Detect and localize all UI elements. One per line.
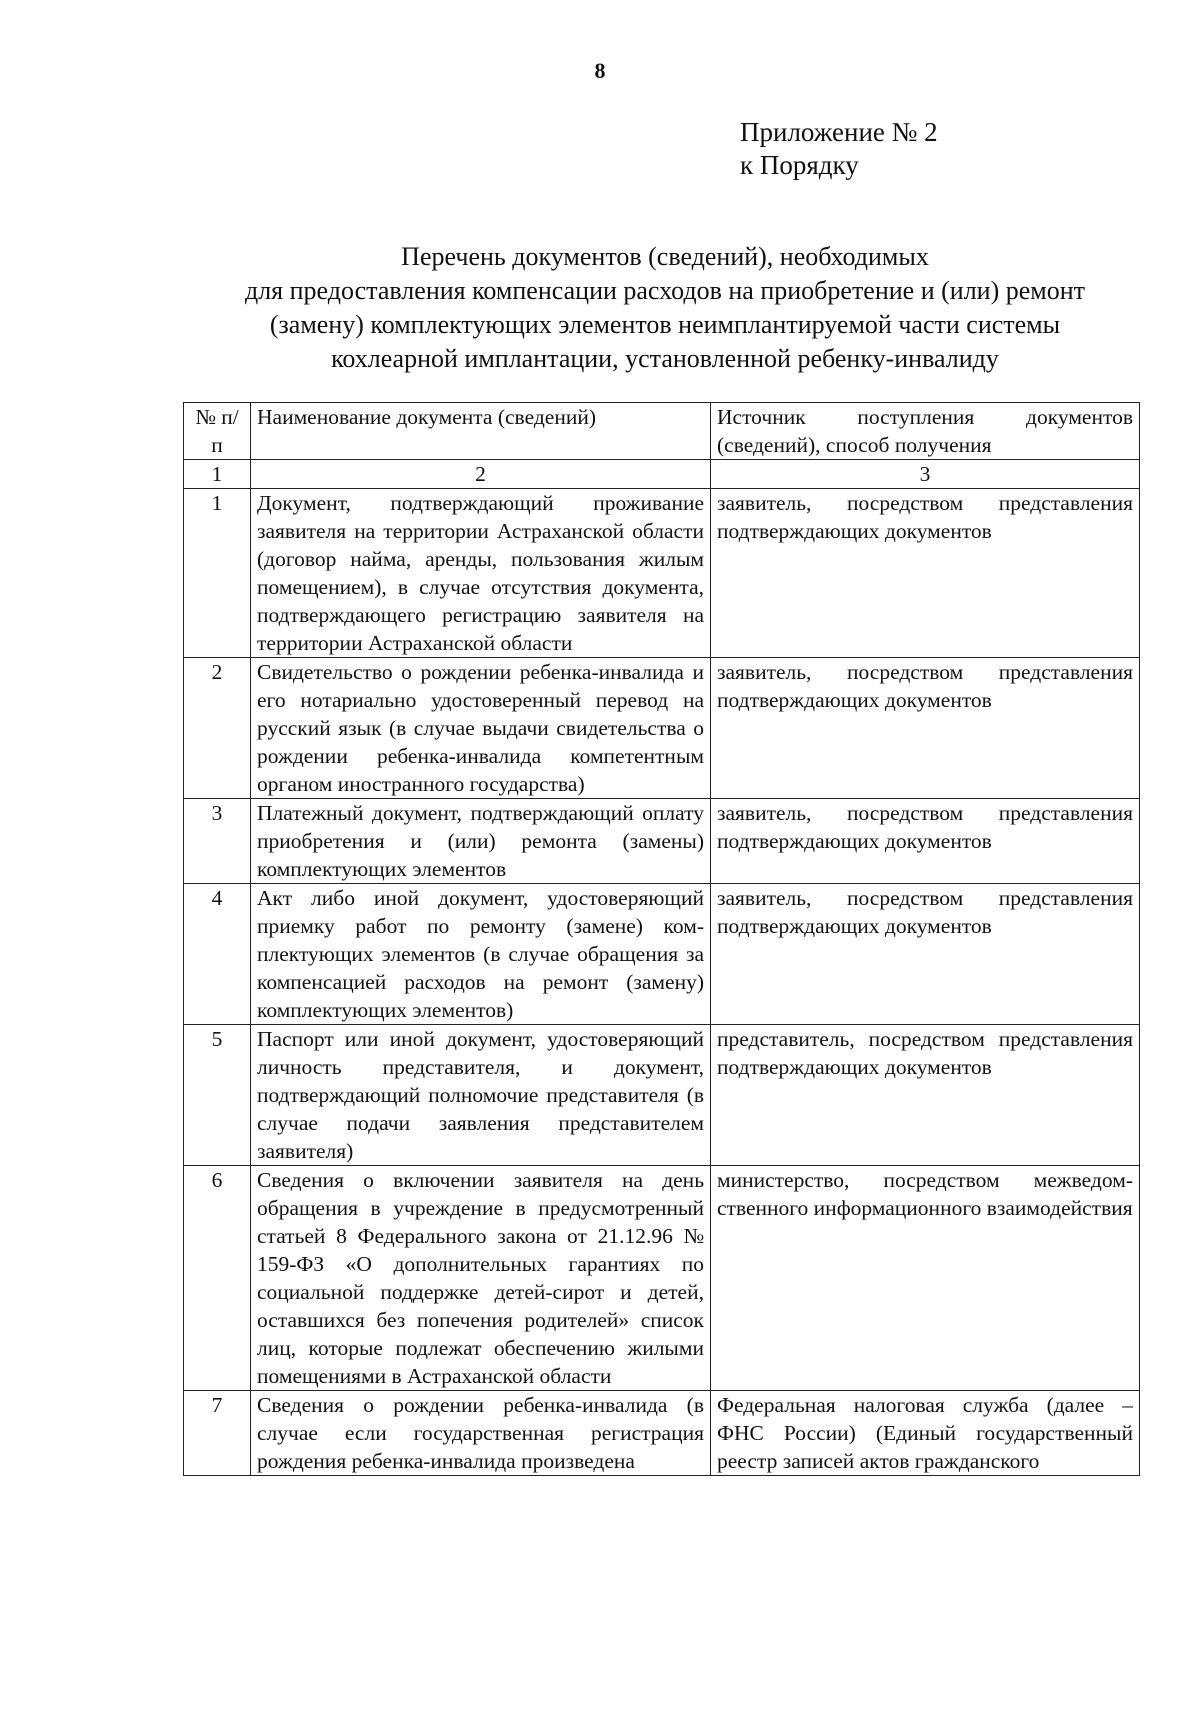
row-source: представитель, посредством представления подтверждающих документов xyxy=(711,1025,1140,1166)
appendix-line-1: Приложение № 2 xyxy=(740,117,938,147)
row-document-name: Паспорт или иной документ, удостоверяющий личность представителя, и документ, подтверждающий полномочие представителя (в случае подачи заявления представителем заявителя) xyxy=(251,1025,711,1166)
row-number: 2 xyxy=(184,658,251,799)
table-row xyxy=(184,1391,1140,1476)
table-row xyxy=(184,799,1140,884)
row-document-name: Свидетельство о рождении ребенка-инвалида и его нотариально удостоверенный перевод на русский язык (в случае выдачи свидетельства о рождении ребенка-инвалида компетентным органом иностранного государства) xyxy=(251,658,711,799)
table-row xyxy=(184,1025,1140,1166)
documents-table xyxy=(183,402,1140,1476)
table-row xyxy=(184,658,1140,799)
table-row xyxy=(184,1166,1140,1391)
header-name: Наименование документа (сведений) xyxy=(251,403,711,460)
row-document-name: Сведения о включении заявителя на день обращения в учреждение в предусмотренный статьей 8 Федерального закона от 21.12.96 № 159-ФЗ «О дополнительных гарантиях по социальной поддержке детей-сирот и детей, оставшихся без попечения родителей» список лиц, которые подлежат обеспечению жилыми помещениями в Астраханской области xyxy=(251,1166,711,1391)
appendix-reference xyxy=(740,116,938,182)
column-index-row xyxy=(184,460,1140,489)
column-index-1: 1 xyxy=(184,460,251,489)
title-line-4: кохлеарной имплантации, установленной ребенку-инвалиду xyxy=(331,344,999,373)
title-line-1: Перечень документов (сведений), необходимых xyxy=(401,242,929,271)
table-row xyxy=(184,884,1140,1025)
row-document-name: Акт либо иной документ, удостоверяющий приемку работ по ремонту (замене) комплектующих элементов (в случае обращения за компенсацией расходов на ремонт (замену) комплектующих элементов) xyxy=(251,884,711,1025)
page-number: 8 xyxy=(594,58,606,83)
row-source: заявитель, посредством представления подтверждающих документов xyxy=(711,489,1140,658)
row-source: заявитель, посредством представления подтверждающих документов xyxy=(711,884,1140,1025)
row-document-name: Платежный документ, подтверждающий оплату приобретения и (или) ремонта (замены) комплектующих элементов xyxy=(251,799,711,884)
column-index-3: 3 xyxy=(711,460,1140,489)
row-number: 4 xyxy=(184,884,251,1025)
row-source: заявитель, посредством представления подтверждающих документов xyxy=(711,799,1140,884)
row-number: 5 xyxy=(184,1025,251,1166)
column-index-2: 2 xyxy=(251,460,711,489)
row-source: Федеральная налоговая служба (далее – ФНС России) (Единый государственный реестр записей актов гражданского xyxy=(711,1391,1140,1476)
appendix-line-2: к Порядку xyxy=(740,150,859,180)
row-number: 6 xyxy=(184,1166,251,1391)
row-source: министерство, посредством межведомственного информационного взаимодействия xyxy=(711,1166,1140,1391)
row-document-name: Документ, подтверждающий проживание заявителя на территории Астраханской области (договор найма, аренды, пользования жилым помещением), в случае отсутствия документа, подтверждающего регистрацию заявителя на территории Астраханской области xyxy=(251,489,711,658)
row-number: 1 xyxy=(184,489,251,658)
document-title xyxy=(150,240,1180,376)
header-source: Источник поступления документов (сведений), способ получения xyxy=(711,403,1140,460)
row-number: 7 xyxy=(184,1391,251,1476)
row-document-name: Сведения о рождении ребенка-инвалида (в случае если государственная регистрация рождения ребенка-инвалида произведена xyxy=(251,1391,711,1476)
row-source: заявитель, посредством представления подтверждающих документов xyxy=(711,658,1140,799)
title-line-3: (замену) комплектующих элементов неимплантируемой части системы xyxy=(269,310,1061,339)
header-number: № п/п xyxy=(184,403,251,460)
table-row xyxy=(184,489,1140,658)
title-line-2: для предоставления компенсации расходов на приобретение и (или) ремонт xyxy=(244,276,1086,305)
table-header-row xyxy=(184,403,1140,460)
row-number: 3 xyxy=(184,799,251,884)
